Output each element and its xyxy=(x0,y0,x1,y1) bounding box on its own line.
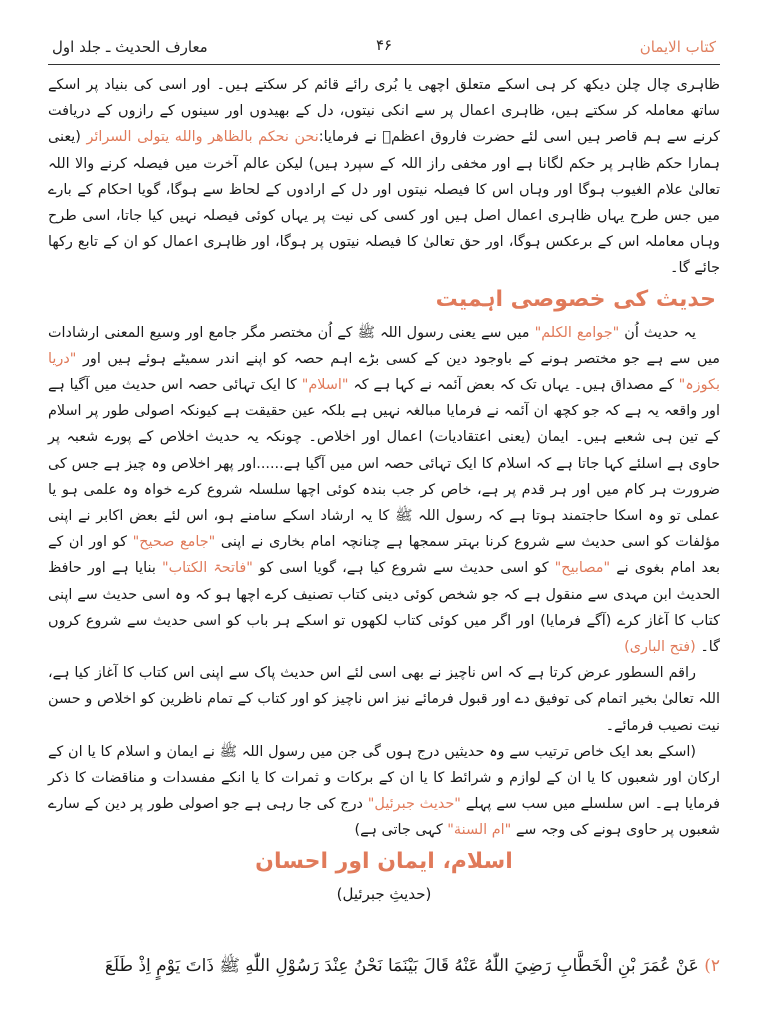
text-run: بنایا ہے اور حافظ الحدیث ابن مہدی سے منقول ہے کہ جو شخص کوئی دینی کتاب تصنیف کرے اچھا ہو کہ وہ اسی حدیث سے اپنی کتاب کا آغاز کرے (آگے فرمایا) اور اگر میں کوئی کتاب لکھوں تو اسکے ہر باب کو اسی حدیث سے شروع کروں گا۔ xyxy=(48,560,720,656)
citation: (فتح الباری) xyxy=(624,639,696,656)
text-run: میں سے یعنی رسول اللہ ﷺ کے اُن مختصر مگر جامع اور وسیع المعنی ارشادات میں سے ہے جو مختصر ہونے کے باوجود دین کے کسی بڑے اہم حصہ کو اپنے اندر سمیٹے ہوئے ہیں اور xyxy=(48,324,720,367)
section-heading-islam-iman-ihsan: اسلام، ایمان اور احسان xyxy=(255,848,513,874)
text-run: درج کی جا رہی ہے جو اصولی طور پر دین کے سارے شعبوں پر حاوی ہونے کی وجہ سے xyxy=(48,796,720,839)
text-run: کے مصداق ہیں۔ یہاں تک کہ بعض آئمہ نے کہا ہے کہ xyxy=(348,377,679,394)
section-subheading: (حدیثِ جبرئیل) xyxy=(336,884,432,903)
sequence-note-paragraph xyxy=(48,739,720,844)
text-run: کو اسی حدیث سے شروع کیا ہے، گویا اسی کو xyxy=(252,560,555,577)
text-run: کو اور ان کے بعد امام بغوی نے xyxy=(48,534,720,577)
highlight-term: "جامع صحیح" xyxy=(132,534,216,551)
intro-paragraph xyxy=(48,72,720,282)
hadith-arabic-line xyxy=(48,952,720,980)
highlight-term: "حدیث جبرئیل" xyxy=(367,796,461,813)
author-note-paragraph: راقم السطور عرض کرتا ہے کہ اس ناچیز نے بھی اسی لئے اس حدیث پاک سے اپنی اس کتاب کا آغاز کیا ہے، اللہ تعالیٰ بخیر اتمام کی توفیق دے اور قبول فرمائے نیز اس ناچیز کو اور کتاب کے تمام ناظرین کو اخلاص و حسن نیت نصیب فرمائے۔ xyxy=(48,665,720,734)
arabic-quote: نحن نحكم بالظاهر والله يتولى السرائر xyxy=(86,129,319,146)
hadith-number: ۲) xyxy=(704,956,720,976)
intro-text-a: ظاہری چال چلن دیکھ کر ہی اسکے متعلق اچھی یا بُری رائے قائم کر سکتے ہیں۔ اور اسی کی بنیاد پر اسکے ساتھ معاملہ کر سکتے ہیں، ظاہری اعمال پر سے انکی نیتوں، دل کے بھیدوں اور سینوں کے رازوں کے دریافت کرنے سے ہم قاصر ہیں اسی لئے حضرت فاروق اعظمؓ نے فرمایا: xyxy=(48,77,720,146)
book-title: معارف الحديث ـ جلد اول xyxy=(52,38,208,56)
text-run: کہی جاتی ہے) xyxy=(354,822,448,839)
section-heading-importance: حدیث کی خصوصی اہمیت xyxy=(435,286,716,312)
text-run: کا ایک تہائی حصہ اس حدیث میں آگیا ہے اور واقعہ یہ ہے کہ جو کچھ ان آئمہ نے فرمایا مبالغہ نہیں ہے بلکہ عین حقیقت ہے کیونکہ اصولی طور پر اسلام کے تین ہی شعبے ہیں۔ ایمان (یعنی اعتقادیات) اعمال اور اخلاص۔ چونکہ یہ حدیث اخلاص کے پورے شعبہ پر حاوی ہے اسلئے کہا جاتا ہے کہ اسلام کا ایک تہائی حصہ اس میں آگیا ہے......اور پھر اخلاص وہ چیز ہے جس کی ضرورت ہر کام میں اور ہر قدم پر ہے، خاص کر جب بندہ کوئی اچھا سلسلہ شروع کرے خواہ وہ علمی ہو یا عملی تو وہ اسکا حاجتمند ہوتا ہے کہ رسول اللہ ﷺ کا یہ ارشاد اسکے سامنے ہو، اس لئے بعض اکابر نے اپنی مؤلفات کو اسی حدیث سے شروع کرنا بہتر سمجھا ہے چنانچہ امام بخاری نے اپنی xyxy=(48,377,720,551)
highlight-term: "دریا بکوزہ" xyxy=(48,350,720,394)
highlight-term: "جوامع الكلم" xyxy=(534,324,620,341)
highlight-term: "ام السنة" xyxy=(447,822,512,839)
book-section-label: كتاب الايمان xyxy=(639,38,716,56)
text-run: یہ حدیث اُن xyxy=(619,324,697,341)
highlight-term: "فاتحۃ الکتاب" xyxy=(161,560,253,577)
page-header xyxy=(48,34,720,65)
highlight-term: "مصابیح" xyxy=(554,560,611,577)
intro-text-b: (یعنی ہمارا حکم ظاہر پر حکم لگانا ہے اور مخفی راز اللہ کے سپرد ہیں) لیکن عالم آخرت میں فیصلہ کرنے والا اللہ تعالیٰ علام الغیوب ہوگا اور وہاں اس کا فیصلہ نیتوں اور دل کے ارادوں کے لحاظ سے ہوگا، گویا احکام کے بارے میں جس طرح یہاں ظاہری اعمال اصل ہیں اور کسی کی نیت پر یہاں کوئی فیصلہ نہیں کیا جاتا، اسی طرح وہاں معاملہ اس کے برعکس ہوگا، اور حق تعالیٰ کا فیصلہ نیتوں پر ہوگا، اور ظاہری اعمال کو ان کے تابع رکھا جائے گا۔ xyxy=(48,129,720,277)
page-body xyxy=(48,72,720,906)
text-run: (اسکے بعد ایک خاص ترتیب سے وہ حدیثیں درج ہوں گی جن میں رسول اللہ ﷺ نے ایمان و اسلام کا یا ان کے ارکان اور شعبوں کا یا ان کے لوازم و شرائط کا یا ان کے برکات و ثمرات کا یا انکے مفسدات و مناقضات کا ذکر فرمایا ہے۔ اس سلسلے میں سب سے پہلے xyxy=(48,743,721,813)
importance-paragraph xyxy=(48,320,720,661)
page-number: ۴۶ xyxy=(375,36,393,54)
highlight-term: "اسلام" xyxy=(301,377,349,394)
hadith-text: عَنْ عُمَرَ بْنِ الْخَطَّابِ رَضِيَ اللّٰهُ عَنْهُ قَالَ بَيْنَمَا نَحْنُ عِنْدَ رَسُوْلِ اللّٰهِ ﷺ ذَاتَ يَوْمٍ اِذْ طَلَعَ xyxy=(104,956,699,976)
